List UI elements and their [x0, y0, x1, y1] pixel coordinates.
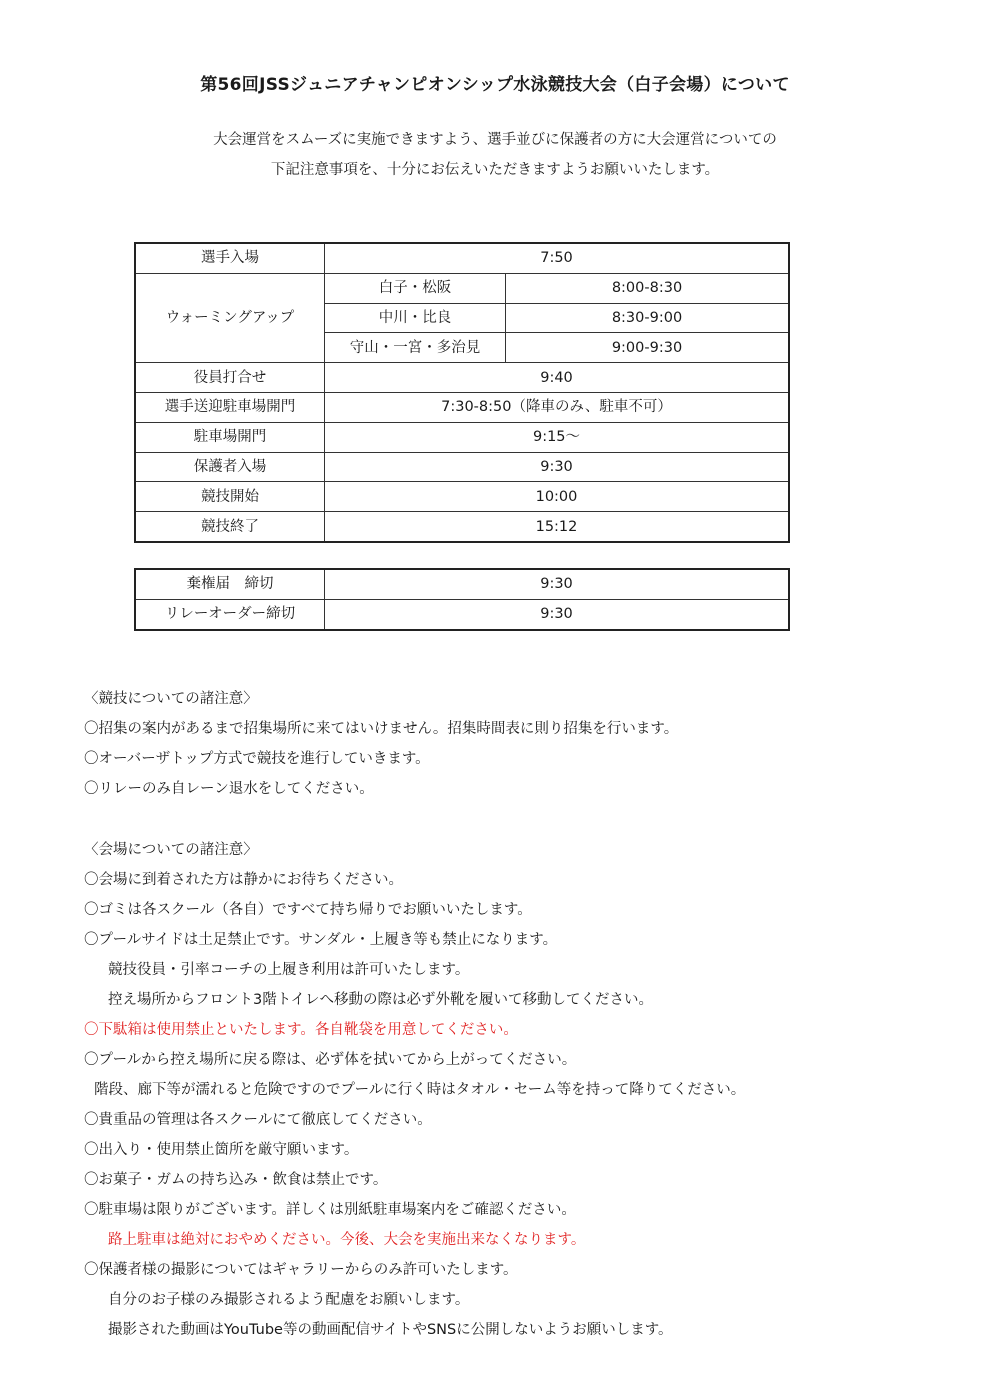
competition-notes — [84, 684, 678, 804]
competition-end-value: 15:12 — [325, 512, 790, 542]
list-item: 競技役員・引率コーチの上履き利用は許可いたします。 — [108, 962, 470, 978]
venue-notes-heading: 〈会場についての諸注意〉 — [84, 842, 258, 858]
warmup-group-time: 8:00-8:30 — [506, 273, 790, 303]
list-item: 〇リレーのみ自レーン退水をしてください。 — [84, 781, 374, 797]
list-item: 控え場所からフロント3階トイレへ移動の際は必ず外靴を履いて移動してください。 — [108, 992, 653, 1008]
warmup-label: ウォーミングアップ — [135, 273, 325, 362]
list-item: 〇保護者様の撮影についてはギャラリーからのみ許可いたします。 — [84, 1262, 518, 1278]
warmup-group-name: 白子・松阪 — [325, 273, 506, 303]
list-item: 階段、廊下等が濡れると危険ですのでプールに行く時はタオル・セーム等を持って降りてください。 — [94, 1082, 746, 1098]
list-item: 〇出入り・使用禁止箇所を厳守願います。 — [84, 1142, 359, 1158]
table-row — [135, 599, 789, 629]
relay-order-label: リレーオーダー締切 — [135, 599, 325, 629]
list-item: 〇お菓子・ガムの持ち込み・飲食は禁止です。 — [84, 1172, 388, 1188]
table-row — [135, 273, 789, 303]
table-row — [135, 512, 789, 542]
shuttle-parking-value: 7:30-8:50（降車のみ、駐車不可） — [325, 392, 790, 422]
list-item: 〇会場に到着された方は静かにお待ちください。 — [84, 872, 403, 888]
warmup-group-time: 8:30-9:00 — [506, 303, 790, 333]
competition-end-label: 競技終了 — [135, 512, 325, 542]
parking-open-label: 駐車場開門 — [135, 422, 325, 452]
table-row — [135, 363, 789, 393]
list-item: 〇オーバーザトップ方式で競技を進行していきます。 — [84, 751, 430, 767]
withdrawal-value: 9:30 — [325, 569, 790, 599]
table-row — [135, 482, 789, 512]
warning-item: 路上駐車は絶対におやめください。今後、大会を実施出来なくなります。 — [108, 1232, 586, 1248]
officials-meeting-label: 役員打合せ — [135, 363, 325, 393]
guardian-entry-value: 9:30 — [325, 452, 790, 482]
athlete-entry-value: 7:50 — [325, 243, 790, 273]
warmup-group-time: 9:00-9:30 — [506, 333, 790, 363]
table-row — [135, 243, 789, 273]
list-item: 〇駐車場は限りがございます。詳しくは別紙駐車場案内をご確認ください。 — [84, 1202, 576, 1218]
competition-start-label: 競技開始 — [135, 482, 325, 512]
page-title: 第56回JSSジュニアチャンピオンシップ水泳競技大会（白子会場）について — [200, 75, 790, 95]
table-row — [135, 569, 789, 599]
list-item: 〇貴重品の管理は各スクールにて徹底してください。 — [84, 1112, 432, 1128]
competition-notes-heading: 〈競技についての諸注意〉 — [84, 691, 258, 707]
list-item: 〇ゴミは各スクール（各自）ですべて持ち帰りでお願いいたします。 — [84, 902, 532, 918]
table-row — [135, 452, 789, 482]
intro-line-1: 大会運営をスムーズに実施できますよう、選手並びに保護者の方に大会運営についての — [213, 132, 777, 148]
warmup-group-name: 中川・比良 — [325, 303, 506, 333]
guardian-entry-label: 保護者入場 — [135, 452, 325, 482]
deadline-table — [134, 568, 790, 631]
relay-order-value: 9:30 — [325, 599, 790, 629]
venue-notes — [84, 835, 745, 1345]
warmup-group-name: 守山・一宮・多治見 — [325, 333, 506, 363]
shuttle-parking-label: 選手送迎駐車場開門 — [135, 392, 325, 422]
table-row — [135, 392, 789, 422]
list-item: 〇招集の案内があるまで招集場所に来てはいけません。招集時間表に則り招集を行います。 — [84, 721, 679, 737]
schedule-table — [134, 242, 790, 543]
warning-item: 〇下駄箱は使用禁止といたします。各自靴袋を用意してください。 — [84, 1022, 518, 1038]
athlete-entry-label: 選手入場 — [135, 243, 325, 273]
officials-meeting-value: 9:40 — [325, 363, 790, 393]
withdrawal-label: 棄権届 締切 — [135, 569, 325, 599]
table-row — [135, 422, 789, 452]
list-item: 自分のお子様のみ撮影されるよう配慮をお願いします。 — [108, 1292, 470, 1308]
competition-start-value: 10:00 — [325, 482, 790, 512]
parking-open-value: 9:15～ — [325, 422, 790, 452]
list-item: 撮影された動画はYouTube等の動画配信サイトやSNSに公開しないようお願いします。 — [108, 1322, 673, 1338]
list-item: 〇プールから控え場所に戻る際は、必ず体を拭いてから上がってください。 — [84, 1052, 577, 1068]
list-item: 〇プールサイドは土足禁止です。サンダル・上履き等も禁止になります。 — [84, 932, 558, 948]
intro-line-2: 下記注意事項を、十分にお伝えいただきますようお願いいたします。 — [270, 162, 720, 178]
